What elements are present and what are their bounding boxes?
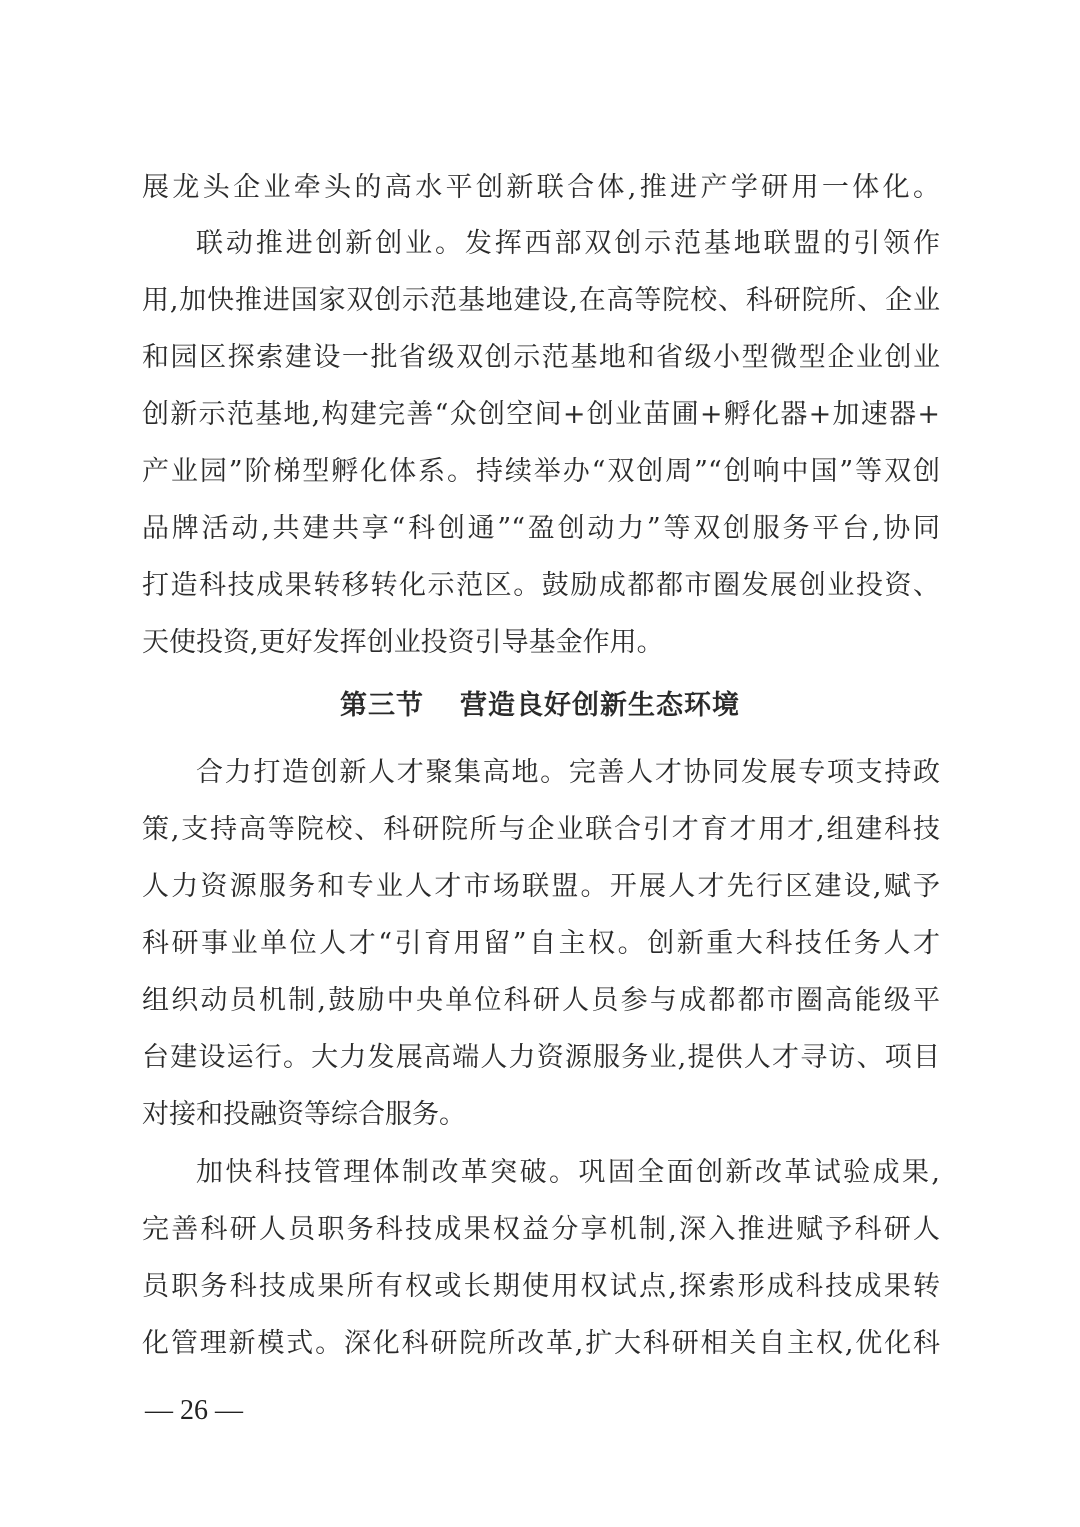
text-line: 联动推进创新创业。发挥西部双创示范基地联盟的引领作 — [196, 228, 940, 259]
text-line: 人力资源服务和专业人才市场联盟。开展人才先行区建设,赋予 — [142, 871, 940, 902]
text-line: 员职务科技成果所有权或长期使用权试点,探索形成科技成果转 — [142, 1271, 940, 1302]
text-line: 组织动员机制,鼓励中央单位科研人员参与成都都市圈高能级平 — [142, 985, 940, 1016]
text-line: 完善科研人员职务科技成果权益分享机制,深入推进赋予科研人 — [142, 1214, 940, 1245]
text-line: 创新示范基地,构建完善“众创空间+创业苗圃+孵化器+加速器+ — [142, 399, 940, 430]
text-line: 用,加快推进国家双创示范基地建设,在高等院校、科研院所、企业 — [142, 285, 940, 316]
text-line: 化管理新模式。深化科研院所改革,扩大科研相关自主权,优化科 — [142, 1328, 940, 1359]
section-number: 第三节 — [340, 690, 424, 721]
section-title: 营造良好创新生态环境 — [460, 690, 740, 721]
page-number: — 26 — — [145, 1395, 243, 1426]
text-line: 展龙头企业牵头的高水平创新联合体,推进产学研用一体化。 — [142, 172, 940, 203]
text-line: 策,支持高等院校、科研院所与企业联合引才育才用才,组建科技 — [142, 814, 940, 845]
text-line: 台建设运行。大力发展高端人力资源服务业,提供人才寻访、项目 — [142, 1042, 940, 1073]
text-line: 产业园”阶梯型孵化体系。持续举办“双创周”“创响中国”等双创 — [142, 456, 940, 487]
text-line: 品牌活动,共建共享“科创通”“盈创动力”等双创服务平台,协同 — [142, 513, 940, 544]
text-line: 打造科技成果转移转化示范区。鼓励成都都市圈发展创业投资、 — [142, 570, 940, 601]
text-line: 合力打造创新人才聚集高地。完善人才协同发展专项支持政 — [196, 757, 940, 788]
text-line: 加快科技管理体制改革突破。巩固全面创新改革试验成果, — [196, 1157, 940, 1188]
section-heading — [0, 686, 1080, 726]
text-line: 和园区探索建设一批省级双创示范基地和省级小型微型企业创业 — [142, 342, 940, 373]
text-line: 天使投资,更好发挥创业投资引导基金作用。 — [142, 627, 664, 658]
text-line: 对接和投融资等综合服务。 — [142, 1099, 466, 1130]
text-line: 科研事业单位人才“引育用留”自主权。创新重大科技任务人才 — [142, 928, 940, 959]
